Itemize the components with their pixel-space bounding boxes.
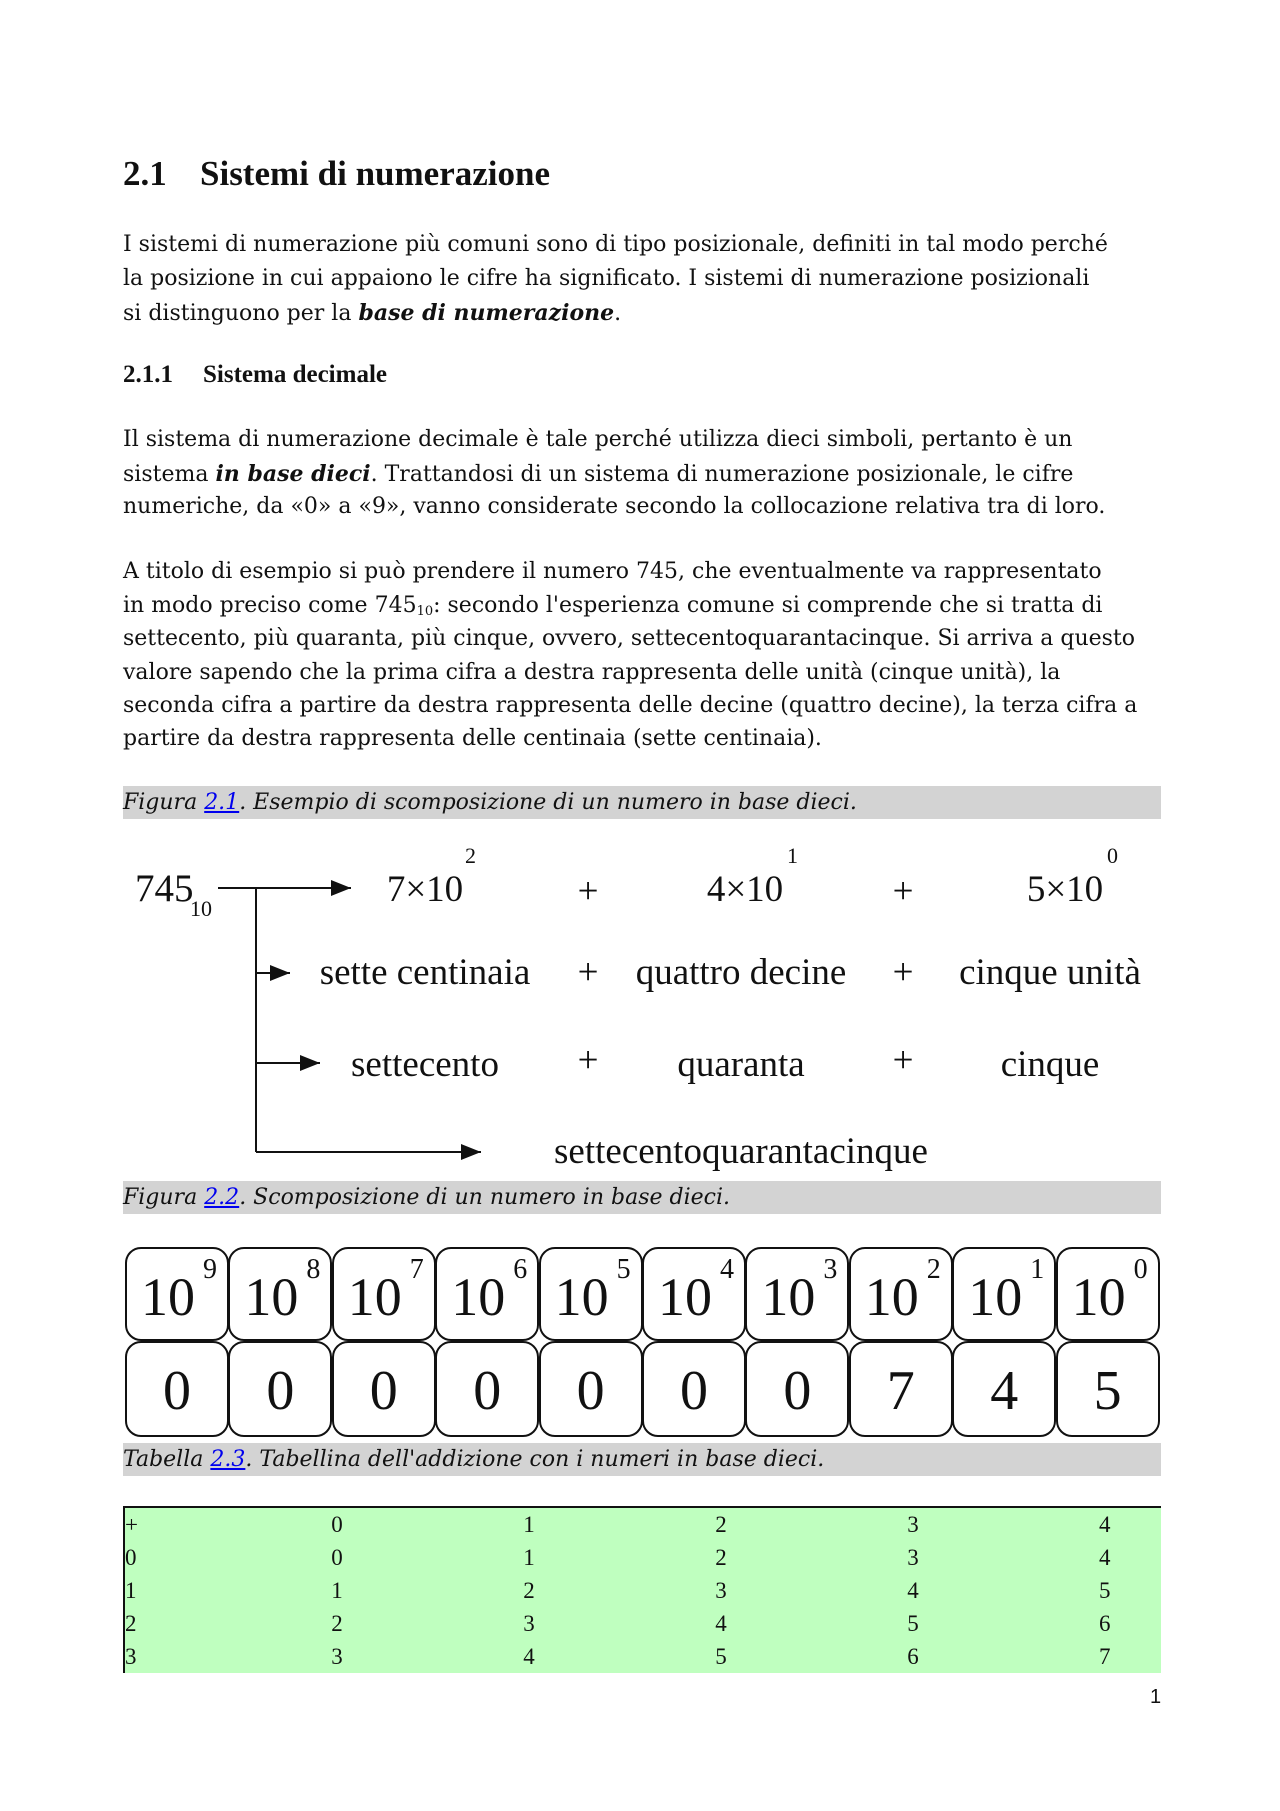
digit-box [642, 1341, 746, 1437]
number-745: 745 [135, 867, 194, 910]
digit: 7 [886, 1360, 915, 1422]
plus-sign: + [577, 952, 599, 993]
text: : secondo l'esperienza comune si comprende che si tratta di [433, 593, 1103, 618]
power-base: 10 [761, 1267, 816, 1327]
caption-prefix: Tabella [123, 1447, 211, 1472]
caption-prefix: Figura [123, 1185, 205, 1210]
table-cell: 0 [125, 1545, 137, 1570]
caption-text: . Scomposizione di un numero in base dieci. [239, 1185, 730, 1210]
power-exponent: 6 [513, 1254, 528, 1285]
plus-sign: + [892, 952, 914, 993]
digit-box [952, 1341, 1056, 1437]
power-base: 10 [244, 1267, 299, 1327]
text: si distinguono per la [123, 301, 359, 326]
table-cell: 3 [907, 1545, 919, 1570]
word-term: quattro decine [635, 952, 847, 993]
paragraph-line: la posizione in cui appaiono le cifre ha significato. I sistemi di numerazione posizionali [123, 266, 1090, 291]
figure-caption [123, 1181, 1161, 1214]
digit: 5 [1093, 1360, 1122, 1422]
power-exponent: 5 [616, 1254, 631, 1285]
power-exponent: 2 [926, 1254, 941, 1285]
paragraph-line: seconda cifra a partire da destra rappresenta delle decine (quattro decine), la terza cifra a [123, 693, 1138, 718]
table-cell: 4 [523, 1644, 535, 1669]
power-exponent: 0 [1107, 843, 1118, 868]
power-base: 10 [864, 1267, 919, 1327]
table-cell: 5 [715, 1644, 727, 1669]
full-word: settecentoquarantacinque [554, 1131, 928, 1172]
digit-box [1056, 1341, 1160, 1437]
power-box [952, 1247, 1056, 1341]
table-cell: 2 [523, 1578, 535, 1603]
text: in modo preciso come 745 [123, 593, 417, 618]
text: . [614, 301, 622, 326]
plus-sign: + [892, 1040, 914, 1081]
section-heading [123, 154, 550, 194]
table-row [125, 1640, 1161, 1673]
table-cell: 4 [907, 1578, 919, 1603]
power-base: 10 [347, 1267, 402, 1327]
table-cell: 2 [715, 1512, 727, 1537]
figure-caption [123, 786, 1161, 819]
word-term: quaranta [677, 1044, 805, 1085]
power-box [849, 1247, 953, 1341]
paragraph-line: numeriche, da «0» a «9», vanno considerate secondo la collocazione relativa tra di loro. [123, 494, 1106, 519]
digit-box [125, 1341, 229, 1437]
digit-box [228, 1341, 332, 1437]
table-caption [123, 1443, 1161, 1476]
caption-text: . Esempio di scomposizione di un numero in base dieci. [239, 790, 857, 815]
table-cell: 2 [331, 1611, 343, 1636]
word-term: settecento [351, 1044, 499, 1085]
text: sistema [123, 462, 216, 487]
digit: 0 [163, 1360, 191, 1422]
power-base: 10 [1071, 1267, 1126, 1327]
word-term: cinque [1000, 1044, 1100, 1085]
table-header-row [125, 1508, 1161, 1541]
figure-link[interactable]: 2.1 [204, 790, 240, 815]
power-exponent: 1 [787, 843, 798, 868]
digit: 0 [680, 1360, 708, 1422]
digit-box [435, 1341, 539, 1437]
power-box [539, 1247, 643, 1341]
power-base: 10 [141, 1267, 195, 1327]
table-cell: 3 [523, 1611, 535, 1636]
paragraph-line: I sistemi di numerazione più comuni sono di tipo posizionale, definiti in tal modo perché [123, 232, 1108, 257]
table-row [125, 1607, 1161, 1640]
table-cell: 6 [907, 1644, 919, 1669]
digit-box [745, 1341, 849, 1437]
power-exponent: 0 [1133, 1254, 1148, 1285]
power-base: 10 [968, 1267, 1023, 1327]
power-term: 5×10 [1026, 869, 1104, 910]
table-cell: 6 [1099, 1611, 1111, 1636]
digit: 0 [369, 1360, 398, 1422]
word-term: cinque unità [959, 952, 1141, 993]
page-number: 1 [1150, 1686, 1162, 1708]
power-box [125, 1247, 229, 1341]
figure-link[interactable]: 2.2 [204, 1185, 240, 1210]
table-cell: 7 [1099, 1644, 1111, 1669]
plus-sign: + [892, 871, 914, 912]
text: . Trattandosi di un sistema di numerazione posizionale, le cifre [370, 462, 1074, 487]
power-box [332, 1247, 436, 1341]
table-cell: 0 [331, 1545, 343, 1570]
table-row [125, 1574, 1161, 1607]
table-cell: 3 [907, 1512, 919, 1537]
power-box [1056, 1247, 1160, 1341]
paragraph-line: partire da destra rappresenta delle centinaia (sette centinaia). [123, 726, 822, 751]
power-box [228, 1247, 332, 1341]
paragraph-line: settecento, più quaranta, più cinque, ovvero, settecentoquarantacinque. Si arriva a questo [123, 626, 1136, 651]
table-cell: 3 [125, 1644, 137, 1669]
word-term: sette centinaia [319, 952, 531, 993]
table-cell: 3 [715, 1578, 727, 1603]
addition-table [123, 1506, 1161, 1673]
subsection-number: 2.1.1 [123, 361, 173, 388]
table-cell: 2 [125, 1611, 137, 1636]
subscript: 10 [416, 604, 434, 619]
section-number: 2.1 [123, 154, 167, 193]
table-cell: 1 [523, 1512, 535, 1537]
table-cell: 1 [523, 1545, 535, 1570]
power-exponent: 8 [306, 1254, 321, 1285]
power-exponent: 2 [465, 843, 476, 868]
decomposition-diagram [0, 840, 1280, 1175]
power-base: 10 [451, 1267, 506, 1327]
plus-sign: + [577, 1040, 599, 1081]
table-cell: 0 [331, 1512, 343, 1537]
table-cell: 5 [1099, 1578, 1111, 1603]
emphasis: in base dieci [215, 461, 371, 487]
subsection-title: Sistema decimale [203, 361, 387, 388]
power-exponent: 3 [823, 1254, 838, 1285]
table-cell: 2 [715, 1545, 727, 1570]
power-exponent: 9 [203, 1254, 217, 1285]
table-cell: + [125, 1512, 138, 1537]
paragraph-line [123, 296, 621, 331]
digit: 0 [473, 1360, 502, 1422]
digit: 4 [990, 1360, 1019, 1422]
power-box [642, 1247, 746, 1341]
table-cell: 4 [1099, 1545, 1111, 1570]
emphasis: base di numerazione [358, 300, 615, 326]
section-title: Sistemi di numerazione [200, 154, 550, 193]
table-cell: 4 [715, 1611, 727, 1636]
table-row [125, 1541, 1161, 1574]
table-cell: 3 [331, 1644, 343, 1669]
digit-box [849, 1341, 953, 1437]
subsection-heading [123, 361, 387, 389]
power-term: 7×10 [386, 869, 464, 910]
digit-box [539, 1341, 643, 1437]
caption-text: . Tabellina dell'addizione con i numeri in base dieci. [245, 1447, 825, 1472]
paragraph-line: valore sapendo che la prima cifra a destra rappresenta delle unità (cinque unità), la [123, 660, 1061, 685]
digit: 0 [266, 1360, 295, 1422]
paragraph-line: A titolo di esempio si può prendere il numero 745, che eventualmente va rappresentato [123, 559, 1102, 584]
digit-box [332, 1341, 436, 1437]
power-exponent: 4 [720, 1254, 734, 1285]
table-cell: 4 [1099, 1512, 1111, 1537]
table-cell: 1 [331, 1578, 343, 1603]
power-exponent: 1 [1030, 1254, 1045, 1285]
base-subscript: 10 [190, 896, 212, 921]
power-base: 10 [554, 1267, 609, 1327]
power-term: 4×10 [706, 869, 784, 910]
table-cell: 1 [125, 1578, 137, 1603]
paragraph-line [123, 457, 1073, 492]
power-base: 10 [658, 1267, 712, 1327]
paragraph-line: Il sistema di numerazione decimale è tale perché utilizza dieci simboli, pertanto è un [123, 427, 1073, 452]
power-exponent: 7 [409, 1254, 424, 1285]
power-box [435, 1247, 539, 1341]
power-box [745, 1247, 849, 1341]
table-cell: 5 [907, 1611, 919, 1636]
table-link[interactable]: 2.3 [210, 1447, 246, 1472]
digit: 0 [783, 1360, 812, 1422]
plus-sign: + [577, 871, 599, 912]
digit: 0 [576, 1360, 605, 1422]
caption-prefix: Figura [123, 790, 205, 815]
